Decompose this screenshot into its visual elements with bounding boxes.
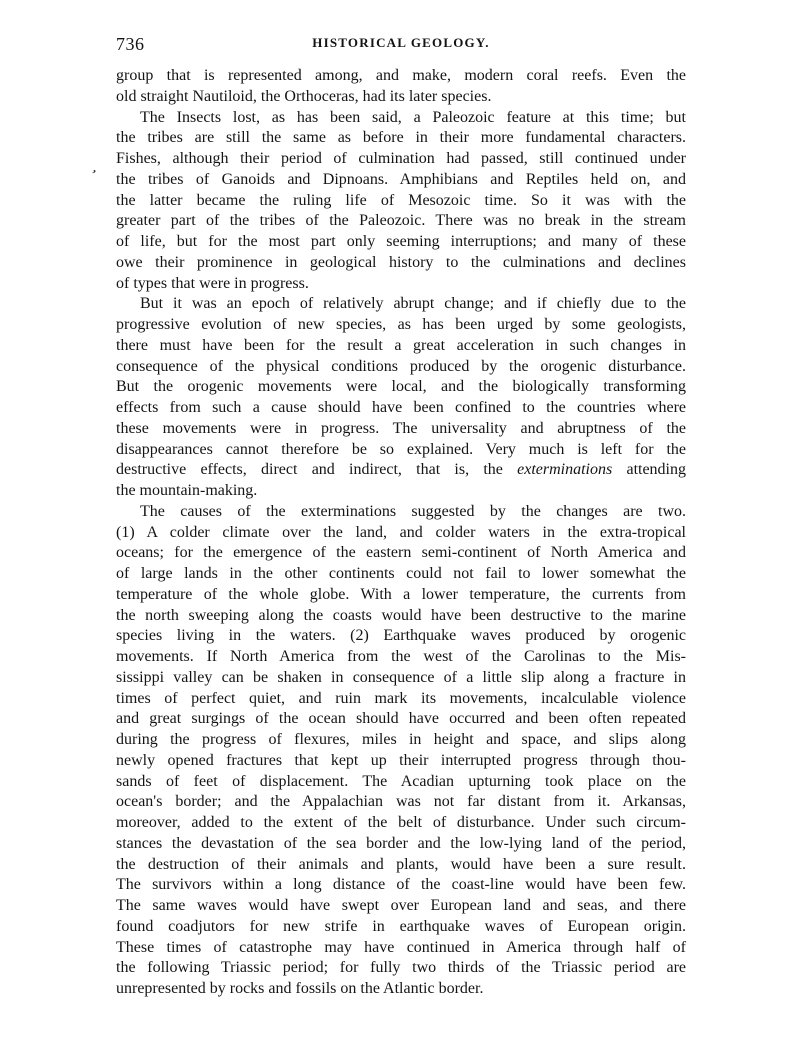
text-line: the mountain-making.: [116, 482, 258, 499]
text-line: (1) A colder climate over the land, and colder waters in the extra-tropical: [116, 523, 686, 541]
running-head: HISTORICAL GEOLOGY.: [312, 35, 490, 50]
text-line: The survivors within a long distance of the coast-line would have been few.: [116, 876, 686, 894]
text-line: of life, but for the most part only seeming interruptions; and many of these: [116, 233, 686, 250]
text-line: But the orogenic movements were local, and the biologically transforming: [116, 378, 686, 396]
text-line: the following Triassic period; for fully two thirds of the Triassic period are: [116, 959, 686, 977]
paragraph-4: [116, 502, 686, 1000]
text-line: disappearances cannot therefore be so explained. Very much is left for the: [116, 440, 686, 458]
text-line: old straight Nautiloid, the Orthoceras, had its later species.: [116, 87, 492, 105]
text-line: sissippi valley can be shaken in consequence of a little slip along a fracture in: [116, 668, 686, 686]
text-line: progressive evolution of new species, as has been urged by some geologists,: [116, 316, 686, 333]
book-page: [116, 30, 686, 1000]
text-line: temperature of the whole globe. With a lower temperature, the currents from: [116, 585, 686, 603]
text-line: But it was an epoch of relatively abrupt change; and if chiefly due to the: [140, 295, 686, 313]
text-line: newly opened fractures that kept up their interrupted progress through thou-: [116, 751, 686, 769]
text-run: destructive effects, direct and indirect, that is, the: [116, 461, 518, 479]
text-line: the latter became the ruling life of Mesozoic time. So it was with the: [116, 191, 686, 209]
text-line: [116, 460, 686, 481]
page-body: [116, 66, 686, 1000]
paragraph-3: [116, 294, 686, 502]
page-header: [116, 30, 686, 60]
text-line: oceans; for the emergence of the eastern semi-continent of North America and: [116, 544, 686, 562]
text-line: and great surgings of the ocean should have occurred and been often repeated: [116, 710, 686, 728]
text-line: sands of feet of displacement. The Acadian upturning took place on the: [116, 772, 686, 790]
text-line: group that is represented among, and make, modern coral reefs. Even the: [116, 67, 686, 84]
text-line: stances the devastation of the sea border and the low-lying land of the period,: [116, 834, 686, 852]
text-line: these movements were in progress. The universality and abruptness of the: [116, 419, 686, 437]
page-number: 736: [116, 34, 145, 54]
text-line: the destruction of their animals and plants, would have been a sure result.: [116, 855, 686, 873]
text-line: consequence of the physical conditions produced by the orogenic disturbance.: [116, 357, 686, 375]
text-line: greater part of the tribes of the Paleozoic. There was no break in the stream: [116, 212, 686, 230]
text-line: These times of catastrophe may have continued in America through half of: [116, 938, 686, 956]
paragraph-1: [116, 66, 686, 108]
text-line: ocean's border; and the Appalachian was not far distant from it. Arkansas,: [116, 793, 686, 811]
text-line: moreover, added to the extent of the belt of disturbance. Under such circum-: [116, 814, 686, 831]
text-line: the tribes are still the same as before in their more fundamental characters.: [116, 129, 686, 147]
text-line: effects from such a cause should have been confined to the countries where: [116, 399, 686, 416]
text-line: of types that were in progress.: [116, 274, 309, 292]
text-line: times of perfect quiet, and ruin mark its movements, incalculable violence: [116, 689, 686, 707]
text-line: owe their prominence in geological history to the culminations and declines: [116, 253, 686, 271]
text-line: species living in the waters. (2) Earthquake waves produced by orogenic: [116, 627, 686, 645]
text-line: there must have been for the result a great acceleration in such changes in: [116, 336, 686, 354]
text-line: movements. If North America from the west of the Carolinas to the Mis-: [116, 648, 686, 665]
text-line: The Insects lost, as has been said, a Paleozoic feature at this time; but: [140, 108, 686, 126]
text-line: the tribes of Ganoids and Dipnoans. Amphibians and Reptiles held on, and: [116, 170, 686, 188]
paragraph-2: [116, 108, 686, 295]
text-line: unrepresented by rocks and fossils on the Atlantic border.: [116, 980, 484, 997]
text-line: Fishes, although their period of culmination had passed, still continued under: [116, 150, 686, 167]
text-line: the north sweeping along the coasts would have been destructive to the marine: [116, 606, 686, 624]
text-line: The causes of the exterminations suggested by the changes are two.: [140, 502, 686, 520]
text-line: The same waves would have swept over European land and seas, and there: [116, 897, 686, 914]
text-run: attending: [612, 461, 687, 479]
emphasized-word: exterminations: [517, 461, 613, 479]
text-line: of large lands in the other continents could not fail to lower somewhat the: [116, 565, 686, 582]
margin-mark: ,: [91, 160, 100, 176]
text-line: found coadjutors for new strife in earthquake waves of European origin.: [116, 917, 686, 935]
text-line: during the progress of flexures, miles in height and space, and slips along: [116, 731, 686, 748]
